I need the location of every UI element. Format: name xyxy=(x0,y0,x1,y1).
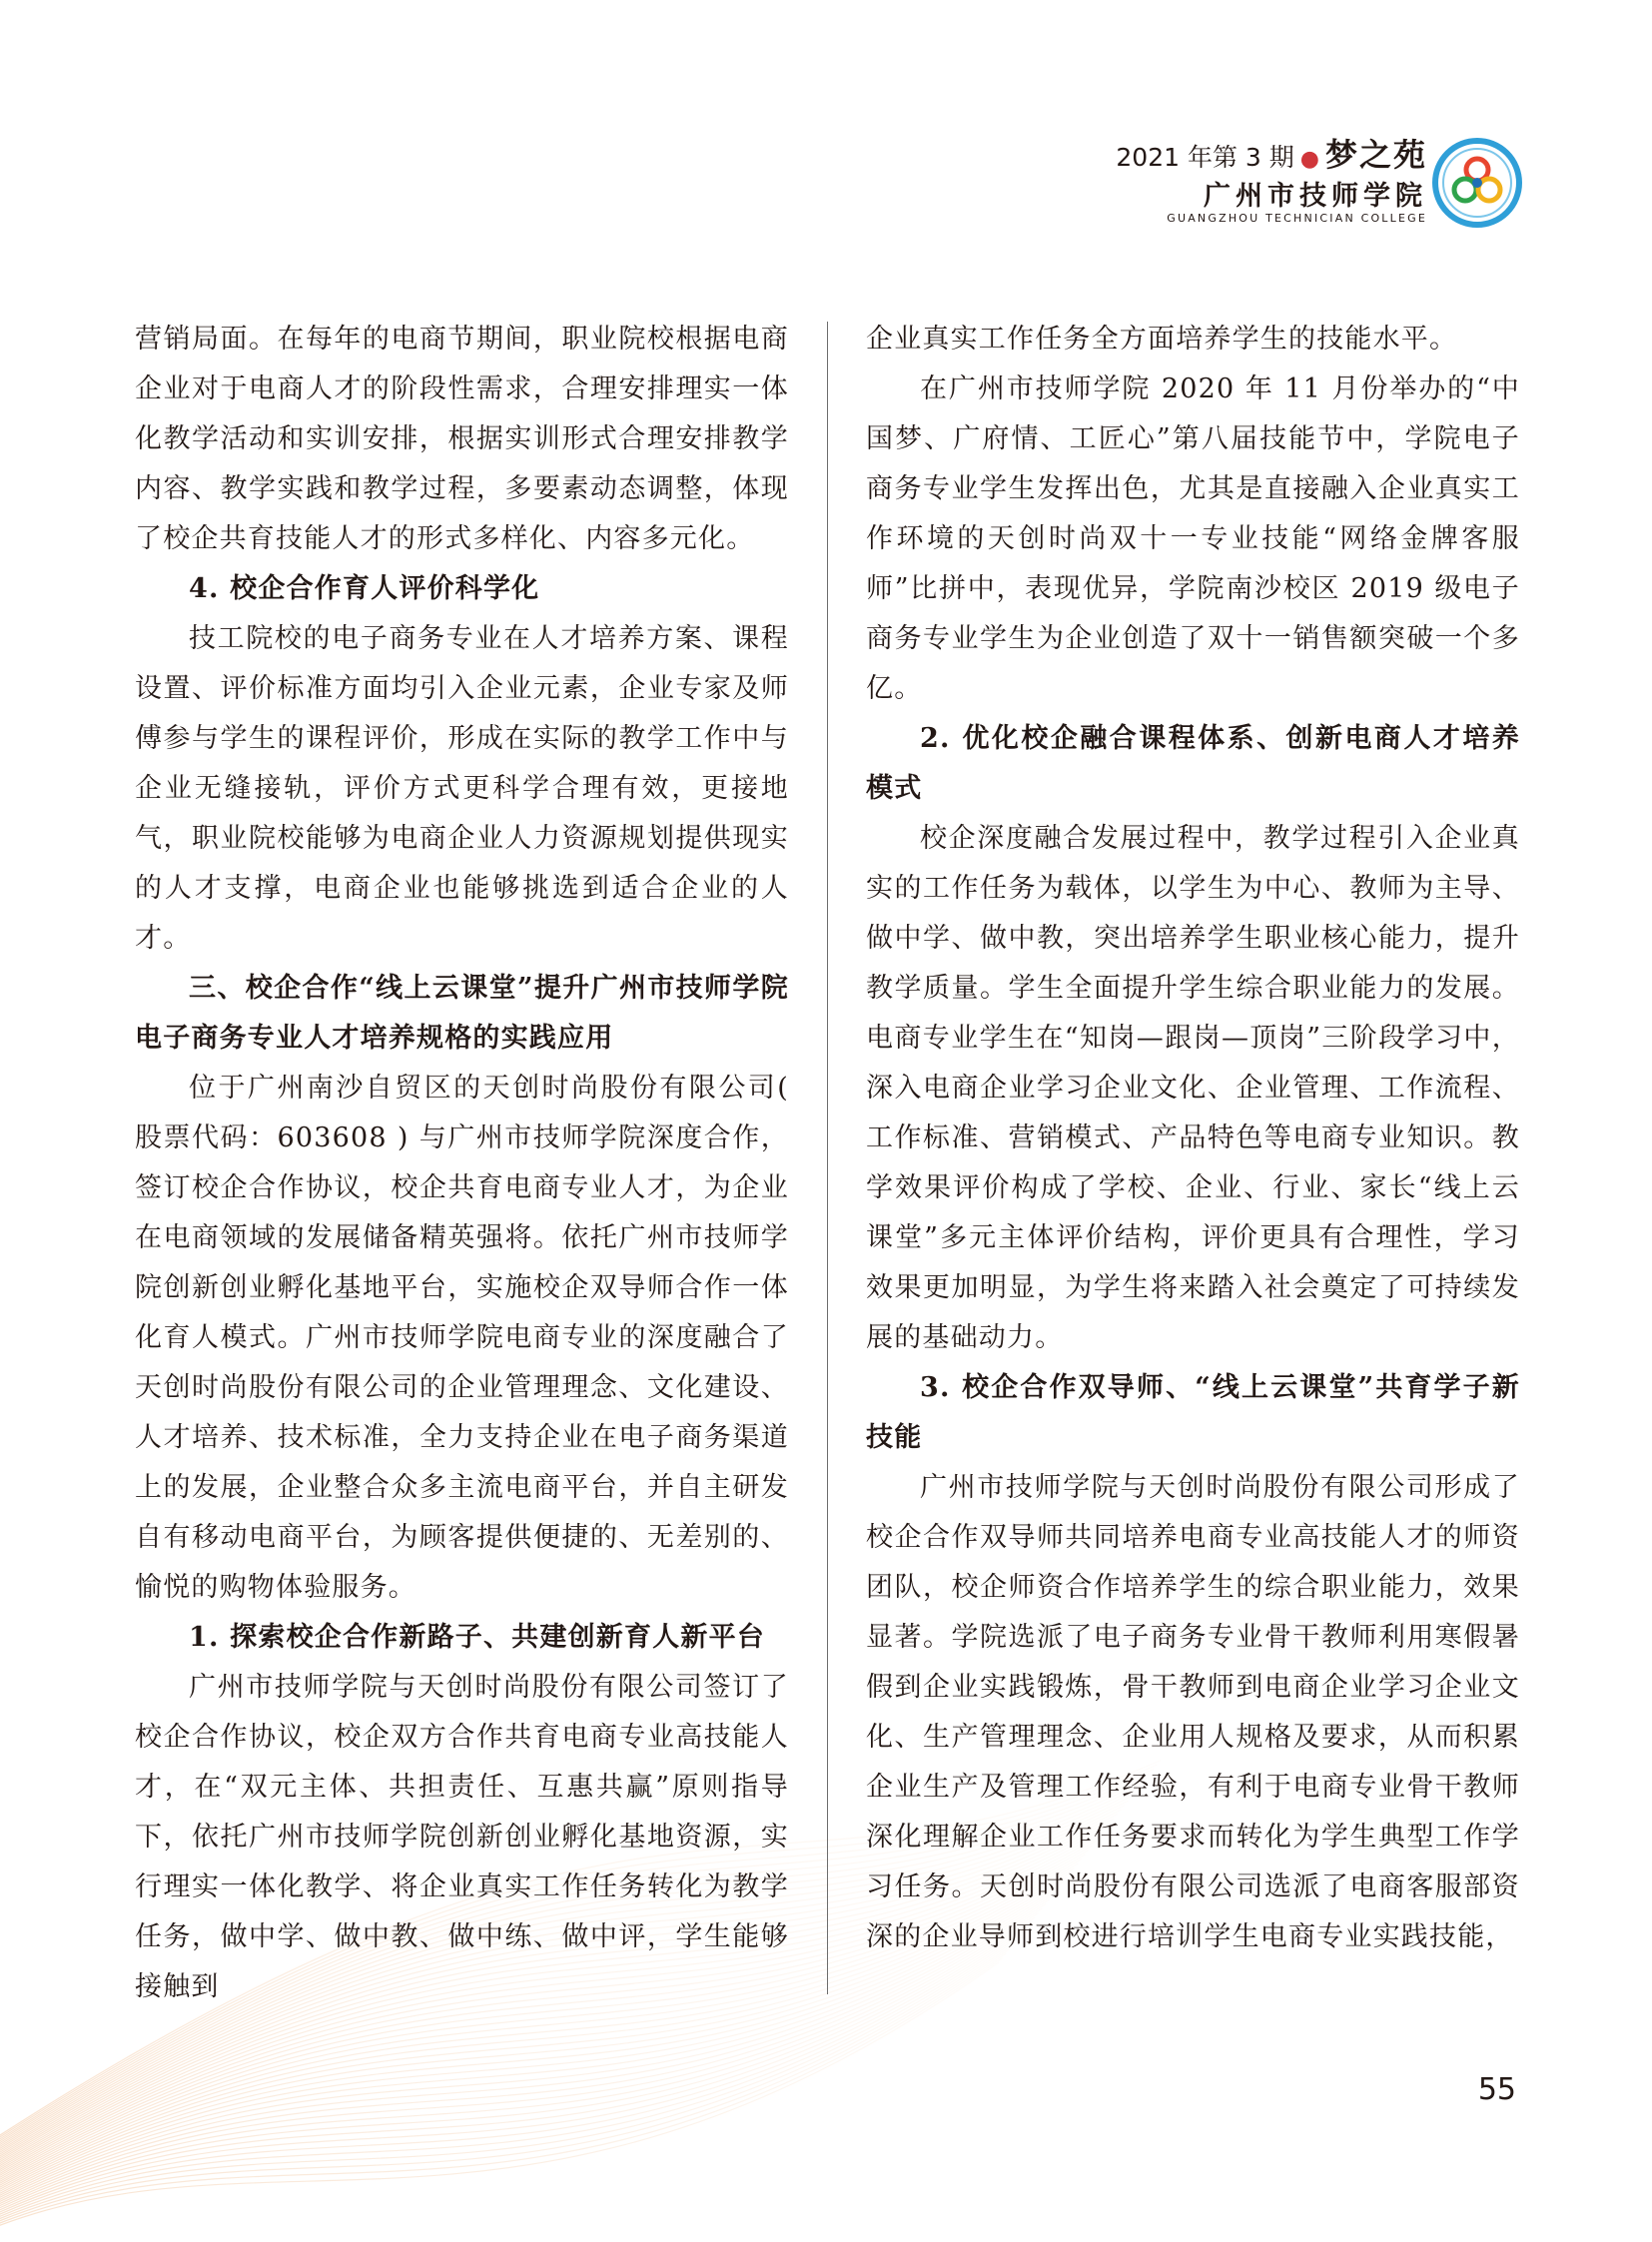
college-emblem-icon xyxy=(1432,138,1522,228)
right-paragraph-continued: 企业真实工作任务全方面培养学生的技能水平。 xyxy=(866,324,1458,355)
masthead-issue-line xyxy=(1116,130,1427,176)
issue-label: 2021 年第 3 期 xyxy=(1116,143,1294,172)
left-paragraph-evaluation: 技工院校的电子商务专业在人才培养方案、课程设置、评价标准方面均引入企业元素，企业专家及师傅参与学生的课程评价，形成在实际的教学工作中与企业无缝接轨，评价方式更科学合理有效，更接地气，职业院校能够为电商企业人力资源规划提供现实的人才支撑，电商企业也能够挑选到适合企业的人才。 xyxy=(135,623,789,954)
left-paragraph-company: 位于广州南沙自贸区的天创时尚股份有限公司( 股票代码：603608 ) 与广州市技师学院深度合作，签订校企合作协议，校企共育电商专业人才，为企业在电商领域的发展储备精英强将。依托广州市技师学院创新创业孵化基地平台，实施校企双导师合作一体化育人模式。广州市技师学院电商专业的深度融合了天创时尚股份有限公司的企业管理理念、文化建设、人才培养、技术标准，全力支持企业在电子商务渠道上的发展，企业整合众多主流电商平台，并自主研发自有移动电商平台，为顾客提供便捷的、无差别的、愉悦的购物体验服务。 xyxy=(135,1073,789,1603)
right-column xyxy=(866,315,1520,1962)
right-paragraph-curriculum: 校企深度融合发展过程中，教学过程引入企业真实的工作任务为载体，以学生为中心、教师为主导、做中学、做中教，突出培养学生职业核心能力，提升教学质量。学生全面提升学生综合职业能力的发展。电商专业学生在“知岗—跟岗—顶岗”三阶段学习中，深入电商企业学习企业文化、企业管理、工作流程、工作标准、营销模式、产品特色等电商专业知识。教学效果评价构成了学校、企业、行业、家长“线上云课堂”多元主体评价结构，评价更具有合理性，学习效果更加明显，为学生将来踏入社会奠定了可持续发展的基础动力。 xyxy=(866,823,1520,1353)
college-name-cn: 广州市技师学院 xyxy=(1204,181,1427,212)
college-name-en: GUANGZHOU TECHNICIAN COLLEGE xyxy=(1167,212,1427,225)
page-number: 55 xyxy=(1477,2072,1516,2107)
right-heading-dual-mentor: 3. 校企合作双导师、“线上云课堂”共育学子新技能 xyxy=(866,1372,1520,1453)
masthead xyxy=(963,130,1522,240)
left-heading-evaluation: 4. 校企合作育人评价科学化 xyxy=(189,573,540,604)
left-paragraph-agreement: 广州市技师学院与天创时尚股份有限公司签订了校企合作协议，校企双方合作共育电商专业高技能人才，在“双元主体、共担责任、互惠共赢”原则指导下，依托广州市技师学院创新创业孵化基地资源，实行理实一体化教学、将企业真实工作任务转化为教学任务，做中学、做中教、做中练、做中评，学生能够接触到 xyxy=(135,1672,789,2002)
right-paragraph-dual-mentor: 广州市技师学院与天创时尚股份有限公司形成了校企合作双导师共同培养电商专业高技能人才的师资团队，校企师资合作培养学生的综合职业能力，效果显著。学院选派了电子商务专业骨干教师利用寒假暑假到企业实践锻炼，骨干教师到电商企业学习企业文化、生产管理理念、企业用人规格及要求，从而积累企业生产及管理工作经验，有利于电商专业骨干教师深化理解企业工作任务要求而转化为学生典型工作学习任务。天创时尚股份有限公司选派了电商客服部资深的企业导师到校进行培训学生电商专业实践技能， xyxy=(866,1472,1520,1952)
left-paragraph-continued: 营销局面。在每年的电商节期间，职业院校根据电商企业对于电商人才的阶段性需求，合理安排理实一体化教学活动和实训安排，根据实训形式合理安排教学内容、教学实践和教学过程，多要素动态调整，体现了校企共育技能人才的形式多样化、内容多元化。 xyxy=(135,324,789,554)
right-heading-curriculum: 2. 优化校企融合课程体系、创新电商人才培养模式 xyxy=(866,723,1520,804)
left-heading-section-three: 三、校企合作“线上云课堂”提升广州市技师学院电子商务专业人才培养规格的实践应用 xyxy=(135,973,789,1054)
column-divider xyxy=(827,322,828,1994)
right-paragraph-skills-festival: 在广州市技师学院 2020 年 11 月份举办的“中国梦、广府情、工匠心”第八届技能节中，学院电子商务专业学生发挥出色，尤其是直接融入企业真实工作环境的天创时尚双十一专业技能“网络金牌客服师”比拼中，表现优异，学院南沙校区 2019 级电子商务专业学生为企业创造了双十一销售额突破一个多亿。 xyxy=(866,374,1520,704)
left-heading-new-platform: 1. 探索校企合作新路子、共建创新育人新平台 xyxy=(189,1622,765,1653)
separator-dot-icon: ● xyxy=(1299,147,1319,172)
magazine-title: 梦之苑 xyxy=(1324,136,1427,174)
left-column xyxy=(135,315,789,2012)
